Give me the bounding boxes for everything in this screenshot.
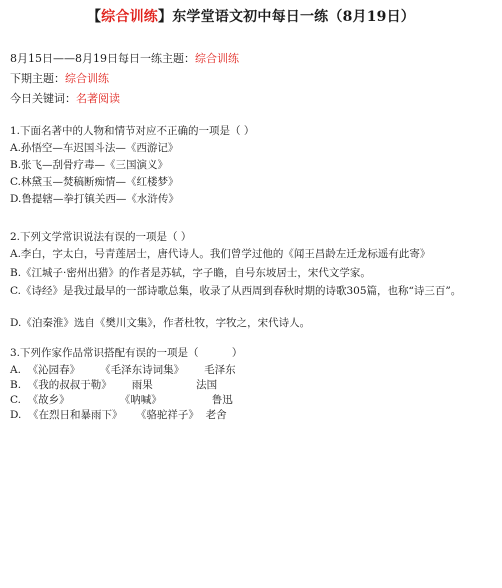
question-2-option-b: B.《江城子·密州出猎》的作者是苏轼，字子瞻，自号东坡居士，宋代文学家。 <box>10 267 371 279</box>
question-3-option-a: A. 《沁园春》 《毛泽东诗词集》 毛泽东 <box>10 364 236 376</box>
question-1-option-d: D.鲁提辖—拳打镇关西—《水浒传》 <box>10 193 179 205</box>
title-text: 东学堂语文初中每日一练（8月19日） <box>172 9 416 25</box>
keyword-label: 今日关键词： <box>10 92 76 105</box>
question-2-option-a: A.李白，字太白，号青莲居士，唐代诗人。我们曾学过他的《闻王昌龄左迁龙标遥有此寄》 <box>10 248 431 260</box>
title-topic: 综合训练 <box>101 9 158 25</box>
question-2-option-d: D.《泊秦淮》选自《樊川文集》，作者杜牧，字牧之，宋代诗人。 <box>10 317 311 329</box>
title-bracket-open: 【 <box>86 9 102 25</box>
question-3-stem: 3.下列作家作品常识搭配有误的一项是（ ） <box>10 347 243 359</box>
date-range-theme: 综合训练 <box>195 52 239 65</box>
next-theme-label: 下期主题： <box>10 72 65 85</box>
question-3-option-b: B. 《我的叔叔于勒》 雨果 法国 <box>10 379 218 391</box>
question-3-option-c: C. 《故乡》 《呐喊》 鲁迅 <box>10 394 233 406</box>
question-3-option-d: D. 《在烈日和暴雨下》 《骆驼祥子》 老舍 <box>10 409 227 421</box>
question-2-option-c: C.《诗经》是我过最早的一部诗歌总集，收录了从西周到春秋时期的诗歌305篇，也称“诗三百”。 <box>10 285 462 297</box>
keyword-line <box>10 90 120 106</box>
question-2-stem: 2.下列文学常识说法有误的一项是（ ） <box>10 231 192 243</box>
next-theme-line <box>10 70 109 86</box>
date-range-label: 8月15日——8月19日每日一练主题： <box>10 52 195 65</box>
next-theme-value: 综合训练 <box>65 72 109 85</box>
question-1-option-c: C.林黛玉—焚稿断痴情—《红楼梦》 <box>10 176 179 188</box>
title-bracket-close: 】 <box>157 9 173 25</box>
question-1-option-a: A.孙悟空—车迟国斗法—《西游记》 <box>10 142 179 154</box>
keyword-value: 名著阅读 <box>76 92 120 105</box>
page-title <box>0 6 502 26</box>
date-range-line <box>10 50 239 66</box>
question-1-option-b: B.张飞—刮骨疗毒—《三国演义》 <box>10 159 169 171</box>
question-1-stem: 1.下面名著中的人物和情节对应不正确的一项是（ ） <box>10 125 255 137</box>
